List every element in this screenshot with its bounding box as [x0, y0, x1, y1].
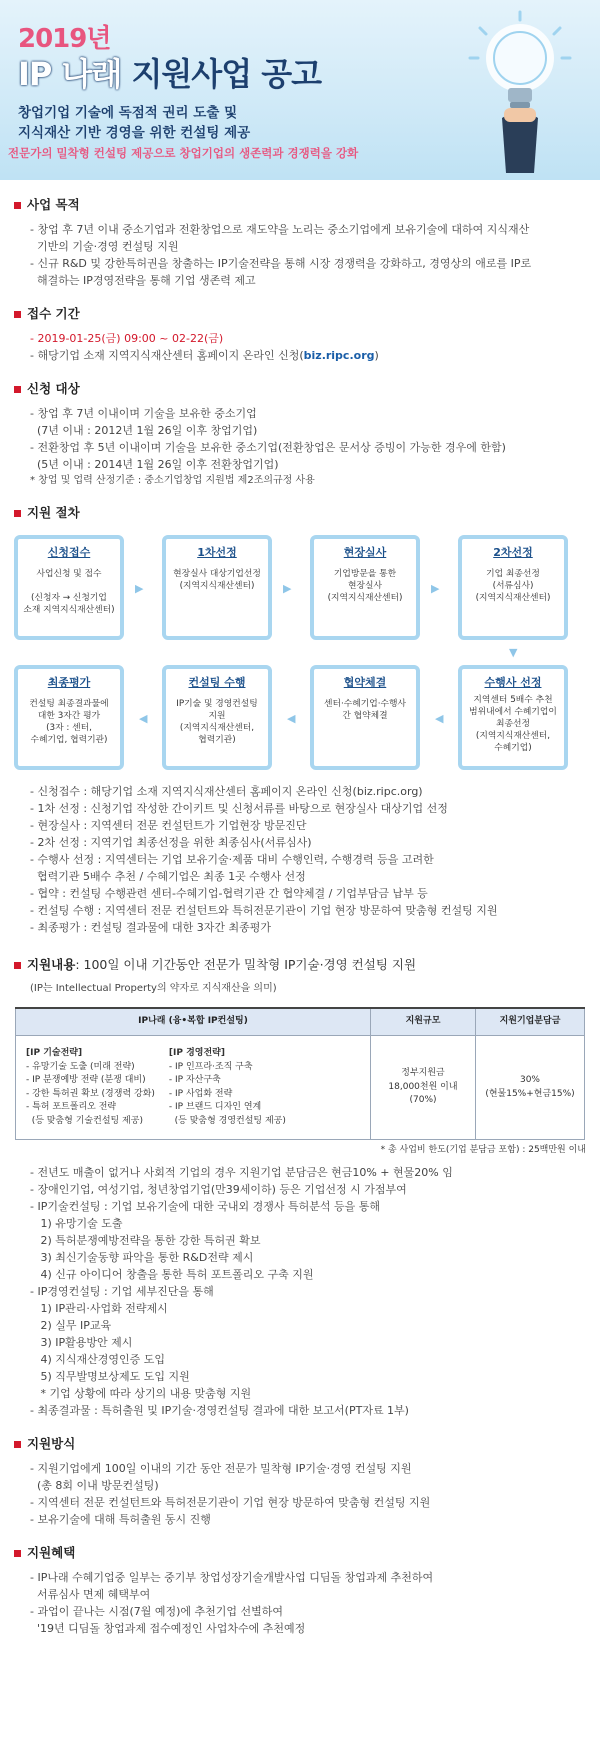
- red-square-bullet-icon: [14, 202, 21, 209]
- banner-tagline: 전문가의 밀착형 컨설팅 제공으로 창업기업의 생존력과 경쟁력을 강화: [8, 146, 359, 160]
- text-line: 4) 신규 아이디어 창출을 통한 특허 포트폴리오 구축 지원: [30, 1267, 314, 1281]
- text-line: - 신청접수 : 해당기업 소재 지역지식재산센터 홈페이지 온라인 신청(biz.ripc.org): [30, 784, 423, 798]
- text-line: - 전년도 매출이 없거나 사회적 기업의 경우 지원기업 분담금은 현금10% + 현물20% 임: [30, 1165, 453, 1179]
- text-line: 5) 직무발명보상제도 도입 지원: [30, 1370, 190, 1384]
- section-benefit: [0, 1544, 600, 1637]
- text-line: - 전환창업 후 5년 이내이며 기술을 보유한 중소기업(전환창업은 문서상 증빙이 가능한 경우에 한함): [30, 440, 506, 454]
- support-table: [15, 1007, 585, 1141]
- banner-header: [0, 0, 600, 180]
- arrow-right-icon: ▶: [135, 581, 144, 595]
- text-line: 4) 지식재산경영인증 도입: [30, 1353, 166, 1367]
- arrow-left-icon: ◀: [435, 711, 444, 725]
- site-prefix: - 해당기업 소재 지역지식재산센터 홈페이지 온라인 신청(: [30, 348, 304, 362]
- text-line: (7년 이내 : 2012년 1월 26일 이후 창업기업): [30, 423, 258, 437]
- period-site-line: [14, 347, 586, 364]
- arrow-left-icon: ◀: [139, 711, 148, 725]
- section-title-text: 지원내용: [27, 957, 76, 973]
- section-title: [14, 1544, 586, 1563]
- text-line: - IP기술컨설팅 : 기업 보유기술에 대한 국내외 경쟁사 특허분석 등을 통해: [30, 1199, 381, 1213]
- section-title: [14, 196, 586, 215]
- text-line: - 장애인기업, 여성기업, 청년창업기업(만39세이하) 등은 기업선정 시 가점부여: [30, 1182, 407, 1196]
- table-cell-programs: [16, 1036, 371, 1140]
- section-title-text: 지원방식: [27, 1436, 76, 1452]
- list-item: - IP 사업화 전략: [168, 1088, 233, 1099]
- text-line: - 신규 R&D 및 강한특허권을 창출하는 IP기술전략을 통해 시장 경쟁력을 강화하고, 경영상의 애로를 IP로: [30, 256, 532, 270]
- step-desc: 센터·수혜기업·수행사 간 협약체결: [323, 699, 407, 722]
- arrow-right-icon: ▶: [283, 581, 292, 595]
- section-procedure: [0, 504, 600, 523]
- tech-strategy-list: [26, 1047, 155, 1128]
- content-note: (IP는 Intellectual Property의 약자로 지식재산을 의미): [30, 983, 277, 995]
- step-title: 신청접수: [47, 545, 91, 559]
- step-title: 협약체결: [343, 675, 387, 689]
- text-line: - 최종결과물 : 특허출원 및 IP기술·경영컨설팅 결과에 대한 보고서(PT자료 1부): [30, 1404, 409, 1418]
- text-line: - 창업 후 7년 이내이며 기술을 보유한 중소기업: [30, 406, 257, 420]
- text-line: - 2차 선정 : 지역기업 최종선정을 위한 최종심사(서류심사): [30, 836, 312, 850]
- text-line: 3) 최신기술동향 파악을 통한 R&D전략 제시: [30, 1250, 254, 1264]
- section-title: [14, 305, 586, 324]
- text-line: 해결하는 IP경영전략을 통해 기업 생존력 제고: [30, 273, 256, 287]
- text-line: - 1차 선정 : 신청기업 작성한 간이키트 및 신청서류를 바탕으로 현장실사 대상기업 선정: [30, 802, 448, 816]
- text-line: - 협약 : 컨설팅 수행관련 센터-수혜기업-협력기관 간 협약체결 / 기업부담금 납부 등: [30, 887, 428, 901]
- banner-title-rest: 지원사업 공고: [131, 55, 322, 93]
- red-square-bullet-icon: [14, 1550, 21, 1557]
- site-suffix: ): [374, 348, 379, 362]
- section-title-text: 신청 대상: [27, 380, 80, 396]
- red-square-bullet-icon: [14, 1441, 21, 1448]
- red-square-bullet-icon: [14, 962, 21, 969]
- step-desc: 지역센터 5배수 추천 범위내에서 수혜기업이 최종선정 (지역지식재산센터, 수혜기업): [469, 695, 557, 753]
- list-item: - 특허 포트폴리오 전략: [26, 1102, 117, 1113]
- text-line: 1) 유망기술 도출: [30, 1216, 123, 1230]
- red-square-bullet-icon: [14, 311, 21, 318]
- step-box: [458, 665, 568, 770]
- list-item: [IP 경영전략]: [168, 1048, 225, 1059]
- section-title-text: 지원혜택: [27, 1545, 76, 1561]
- text-line: 1) IP관리·사업화 전략제시: [30, 1302, 168, 1316]
- text-line: 2) 실무 IP교육: [30, 1319, 112, 1333]
- text-line: 서류심사 면제 혜택부여: [30, 1588, 151, 1602]
- step-desc: 컨설팅 최종결과물에 대한 3자간 평가 (3자 : 센터, 수혜기업, 협력기관): [29, 699, 109, 746]
- step-box: [14, 665, 124, 770]
- table-note: * 총 사업비 한도(기업 분담금 포함) : 25백만원 이내: [380, 1145, 586, 1156]
- red-square-bullet-icon: [14, 510, 21, 517]
- step-desc: 사업신청 및 접수 (신청자 → 신청기업 소재 지역지식재산센터): [23, 569, 115, 616]
- section-title: [14, 504, 586, 523]
- list-item: - IP 인프라·조직 구축: [168, 1061, 253, 1072]
- table-cell-share: [476, 1036, 585, 1140]
- site-link[interactable]: biz.ripc.org: [303, 348, 375, 362]
- step-desc: 기업방문을 통한 현장실사 (지역지식재산센터): [327, 569, 403, 604]
- banner-subtitle: [18, 104, 250, 143]
- text-line: - 최종평가 : 컨설팅 결과물에 대한 3자간 최종평가: [30, 921, 272, 935]
- text-line: 2) 특허분쟁예방전략을 통한 강한 특허권 확보: [30, 1233, 261, 1247]
- list-item: - 강한 특허권 확보 (경쟁력 강화): [26, 1088, 155, 1099]
- text-line: 3) IP활용방안 제시: [30, 1336, 133, 1350]
- banner-subtitle-line: 지식재산 기반 경영을 위한 컨설팅 제공: [18, 124, 251, 141]
- text-line: - IP경영컨설팅 : 기업 세부진단을 통해: [30, 1284, 214, 1298]
- text-line: '19년 디딤돌 창업과제 접수예정인 사업차수에 추천예정: [30, 1622, 306, 1636]
- step-box: [310, 535, 420, 640]
- section-title: [14, 380, 586, 399]
- banner-subtitle-line: 창업기업 기술에 독점적 권리 도출 및: [18, 105, 238, 121]
- text-line: 협력기관 5배수 추천 / 수혜기업은 최종 1곳 수행사 선정: [30, 870, 306, 884]
- step-title: 1차선정: [197, 545, 237, 559]
- step-box: [162, 535, 272, 640]
- arrow-right-icon: ▶: [431, 581, 440, 595]
- section-title-extra: : 100일 이내 기간동안 전문가 밀착형 IP기술·경영 컨설팅 지원: [75, 957, 417, 973]
- arrow-down-icon: ▼: [509, 645, 518, 659]
- table-cell-scale: [371, 1036, 476, 1140]
- list-item: - IP 자산구축: [168, 1075, 221, 1086]
- list-item: - IP 브랜드 디자인 연계: [168, 1102, 262, 1113]
- table-header-row: [16, 1008, 585, 1036]
- red-square-bullet-icon: [14, 386, 21, 393]
- step-desc: 기업 최종선정 (서류심사) (지역지식재산센터): [475, 569, 551, 604]
- step-title: 컨설팅 수행: [188, 675, 246, 689]
- content-details: [0, 1164, 600, 1420]
- text-line: - 컨설팅 수행 : 지역센터 전문 컨설턴트와 특허전문기관이 기업 현장 방문하여 맞춤형 컨설팅 지원: [30, 904, 498, 918]
- text-line: - 지역센터 전문 컨설턴트와 특허전문기관이 기업 현장 방문하여 맞춤형 컨설팅 지원: [30, 1496, 431, 1510]
- list-item: (등 맞춤형 경영컨설팅 제공): [168, 1115, 286, 1126]
- step-box: [14, 535, 124, 640]
- banner-title: [18, 50, 321, 98]
- scale-line: 정부지원금: [401, 1068, 445, 1079]
- step-box: [458, 535, 568, 640]
- text-line: - 현장실사 : 지역센터 전문 컨설턴트가 기업현장 방문진단: [30, 819, 307, 833]
- text-line: - IP나래 수혜기업중 일부는 중기부 창업성장기술개발사업 디딤돌 창업과제 추천하여: [30, 1571, 434, 1585]
- procedure-details: [0, 783, 600, 936]
- section-title: [14, 956, 586, 975]
- text-line: - 창업 후 7년 이내 중소기업과 전환창업으로 재도약을 노리는 중소기업에게 보유기술에 대하여 지식재산: [30, 222, 530, 236]
- list-item: - 유망기술 도출 (미래 전략): [26, 1061, 135, 1072]
- target-note: * 창업 및 업력 산정기준 : 중소기업창업 지원법 제2조의규정 사용: [30, 474, 315, 486]
- period-date-line: - 2019-01-25(금) 09:00 ~ 02-22(금): [30, 331, 224, 345]
- procedure-flowchart: [10, 531, 590, 779]
- lightbulb-hand-illustration: [460, 8, 580, 173]
- arrow-left-icon: ◀: [287, 711, 296, 725]
- scale-line: (70%): [409, 1095, 437, 1106]
- text-line: - 과업이 끝나는 시점(7월 예정)에 추천기업 선별하여: [30, 1605, 284, 1619]
- text-line: (총 8회 이내 방문컨설팅): [30, 1479, 159, 1493]
- step-title: 현장실사: [343, 545, 387, 559]
- list-item: (등 맞춤형 기술컨설팅 제공): [26, 1115, 143, 1126]
- section-target: [0, 380, 600, 488]
- table-header: 지원규모: [371, 1008, 476, 1036]
- banner-title-ip: IP 나래: [18, 55, 122, 93]
- section-title-text: 지원 절차: [27, 505, 80, 521]
- table-header: 지원기업분담금: [476, 1008, 585, 1036]
- list-item: - IP 분쟁예방 전략 (분쟁 대비): [26, 1075, 146, 1086]
- step-title: 수행사 선정: [484, 675, 542, 689]
- section-content: [0, 956, 600, 996]
- text-line: 기반의 기술·경영 컨설팅 지원: [30, 239, 179, 253]
- list-item: [IP 기술전략]: [26, 1048, 83, 1059]
- scale-line: 18,000천원 이내: [388, 1081, 458, 1092]
- text-line: (5년 이내 : 2014년 1월 26일 이후 전환창업기업): [30, 457, 279, 471]
- table-row: [16, 1036, 585, 1140]
- section-title: [14, 1435, 586, 1454]
- step-title: 최종평가: [47, 675, 91, 689]
- section-title-text: 접수 기간: [27, 305, 80, 321]
- section-purpose: [0, 196, 600, 289]
- text-line: * 기업 상황에 따라 상기의 내용 맞춤형 지원: [30, 1387, 252, 1401]
- mgmt-strategy-list: [169, 1047, 286, 1128]
- table-header: IP나래 (융•복합 IP컨설팅): [16, 1008, 371, 1036]
- step-title: 2차선정: [493, 545, 533, 559]
- step-box: [310, 665, 420, 770]
- text-line: - 보유기술에 대해 특허출원 동시 진행: [30, 1513, 211, 1527]
- section-period: [0, 305, 600, 364]
- step-box: [162, 665, 272, 770]
- step-desc: 현장실사 대상기업선정 (지역지식재산센터): [173, 569, 261, 592]
- section-method: [0, 1435, 600, 1528]
- banner-year: 2019년: [18, 24, 111, 54]
- share-line: 30%: [519, 1075, 540, 1086]
- section-title-text: 사업 목적: [27, 197, 80, 212]
- text-line: - 수행사 선정 : 지역센터는 기업 보유기술·제품 대비 수행인력, 수행경력 등을 고려한: [30, 853, 434, 867]
- text-line: - 지원기업에게 100일 이내의 기간 동안 전문가 밀착형 IP기술·경영 컨설팅 지원: [30, 1462, 412, 1476]
- share-line: (현물15%+현금15%): [485, 1088, 575, 1099]
- step-desc: IP기술 및 경영컨설팅 지원 (지역지식재산센터, 협력기관): [176, 699, 258, 746]
